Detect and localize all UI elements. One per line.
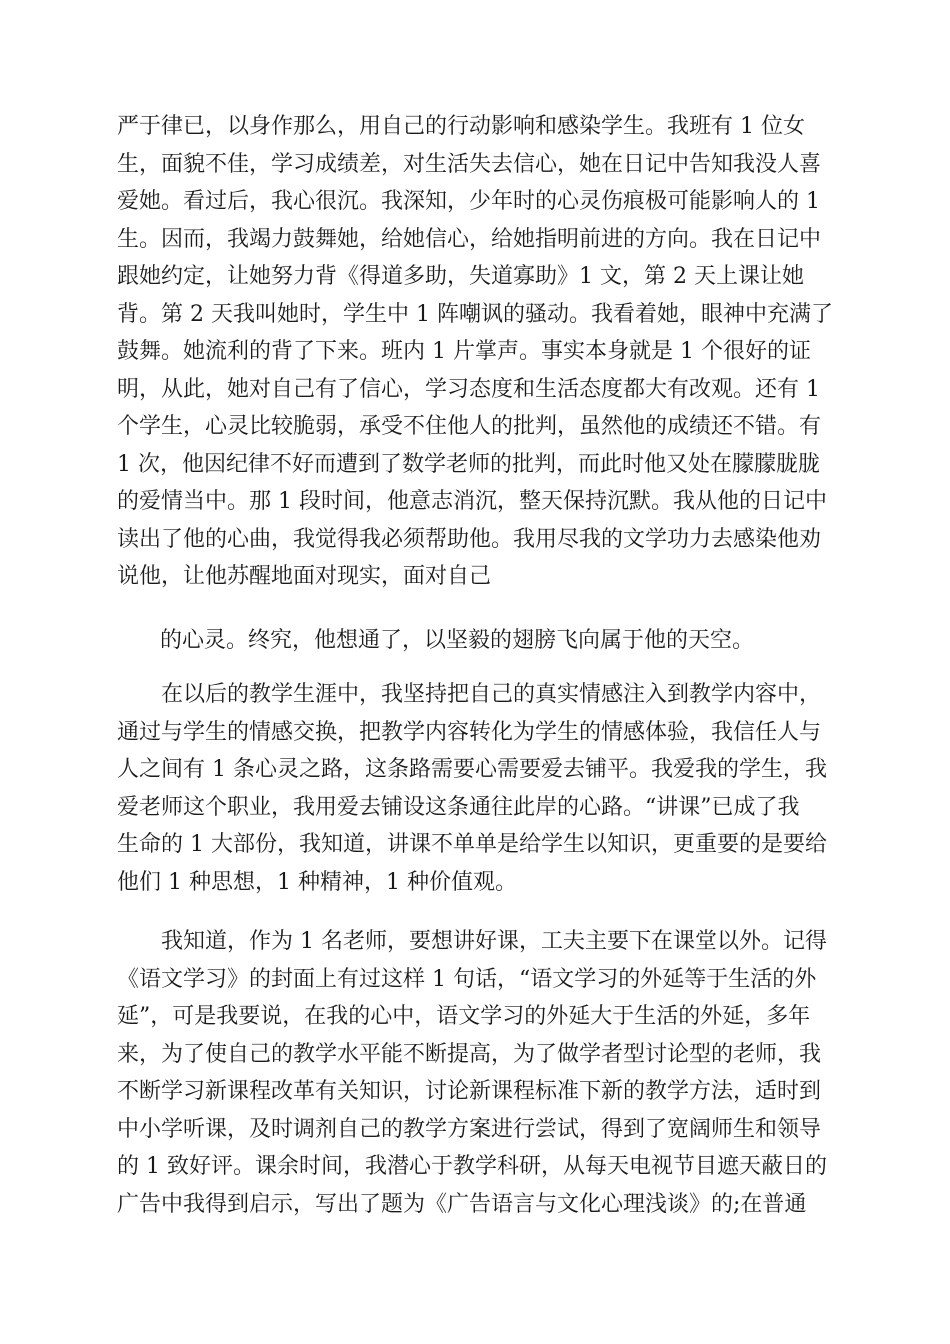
text-line: 明，从此，她对自己有了信心，学习态度和生活态度都大有改观。还有 1 [117,376,820,402]
text-line: 个学生，心灵比较脆弱，承受不住他人的批判，虽然他的成绩还不错。有 [117,414,822,439]
text-line: 说他，让他苏醒地面对现实，面对自己 [117,564,492,589]
paragraph-4 [117,923,837,1223]
text-line: 来，为了使自己的教学水平能不断提高，为了做学者型讨论型的老师，我 [117,1041,822,1067]
text-line: 的 1 致好评。课余时间，我潜心于教学科研，从每天电视节目遮天蔽日的 [117,1154,827,1179]
text-line: 的爱情当中。那 1 段时间，他意志消沉，整天保持沉默。我从他的日记中 [117,489,827,514]
paragraph-3 [117,676,837,901]
text-line: 延”，可是我要说，在我的心中，语文学习的外延大于生活的外延，多年 [117,1004,811,1029]
text-line: 读出了他的心曲，我觉得我必须帮助他。我用尽我的文学功力去感染他劝 [117,526,822,552]
text-line: 生命的 1 大部份，我知道，讲课不单单是给学生以知识，更重要的是要给 [117,832,827,857]
text-line: 鼓舞。她流利的背了下来。班内 1 片掌声。事实本身就是 1 个很好的证 [117,339,811,364]
text-line: 《语文学习》的封面上有过这样 1 句话，“语文学习的外延等于生活的外 [117,966,817,992]
text-line: 不断学习新课程改革有关知识，讨论新课程标准下新的教学方法，适时到 [117,1079,822,1104]
text-line: 通过与学生的情感交换，把教学内容转化为学生的情感体验，我信任人与 [117,719,822,745]
text-line: 我知道，作为 1 名老师，要想讲好课，工夫主要下在课堂以外。记得 [161,929,827,954]
text-line: 他们 1 种思想，1 种精神，1 种价值观。 [117,869,517,895]
text-line: 1 次，他因纪律不好而遭到了数学老师的批判，而此时他又处在朦朦胧胧 [117,451,820,477]
text-line: 跟她约定，让她努力背《得道多助，失道寡助》1 文，第 2 天上课让她 [117,264,804,289]
text-line: 背。第 2 天我叫她时，学生中 1 阵嘲讽的骚动。我看着她，眼神中充满了 [117,301,833,327]
text-line: 严于律已，以身作那么，用自己的行动影响和感染学生。我班有 1 位女 [117,114,805,139]
text-line: 爱老师这个职业，我用爱去铺设这条通往此岸的心路。“讲课”已成了我 [117,794,800,820]
text-line: 在以后的教学生涯中，我坚持把自己的真实情感注入到教学内容中， [161,682,822,707]
text-line: 的心灵。终究，他想通了，以坚毅的翅膀飞向属于他的天空。 [160,628,755,653]
paragraph-1 [117,108,837,596]
text-line: 中小学听课，及时调剂自己的教学方案进行尝试，得到了宽阔师生和领导 [117,1116,822,1142]
text-line: 广告中我得到启示，写出了题为《广告语言与文化心理浅谈》的;在普通 [117,1191,807,1217]
text-line: 人之间有 1 条心灵之路，这条路需要心需要爱去铺平。我爱我的学生，我 [117,757,827,782]
paragraph-2 [160,622,840,660]
text-line: 爱她。看过后，我心很沉。我深知，少年时的心灵伤痕极可能影响人的 1 [117,189,820,214]
text-line: 生。因而，我竭力鼓舞她，给她信心，给她指明前进的方向。我在日记中 [117,226,822,252]
text-line: 生，面貌不佳，学习成绩差，对生活失去信心，她在日记中告知我没人喜 [117,151,822,177]
